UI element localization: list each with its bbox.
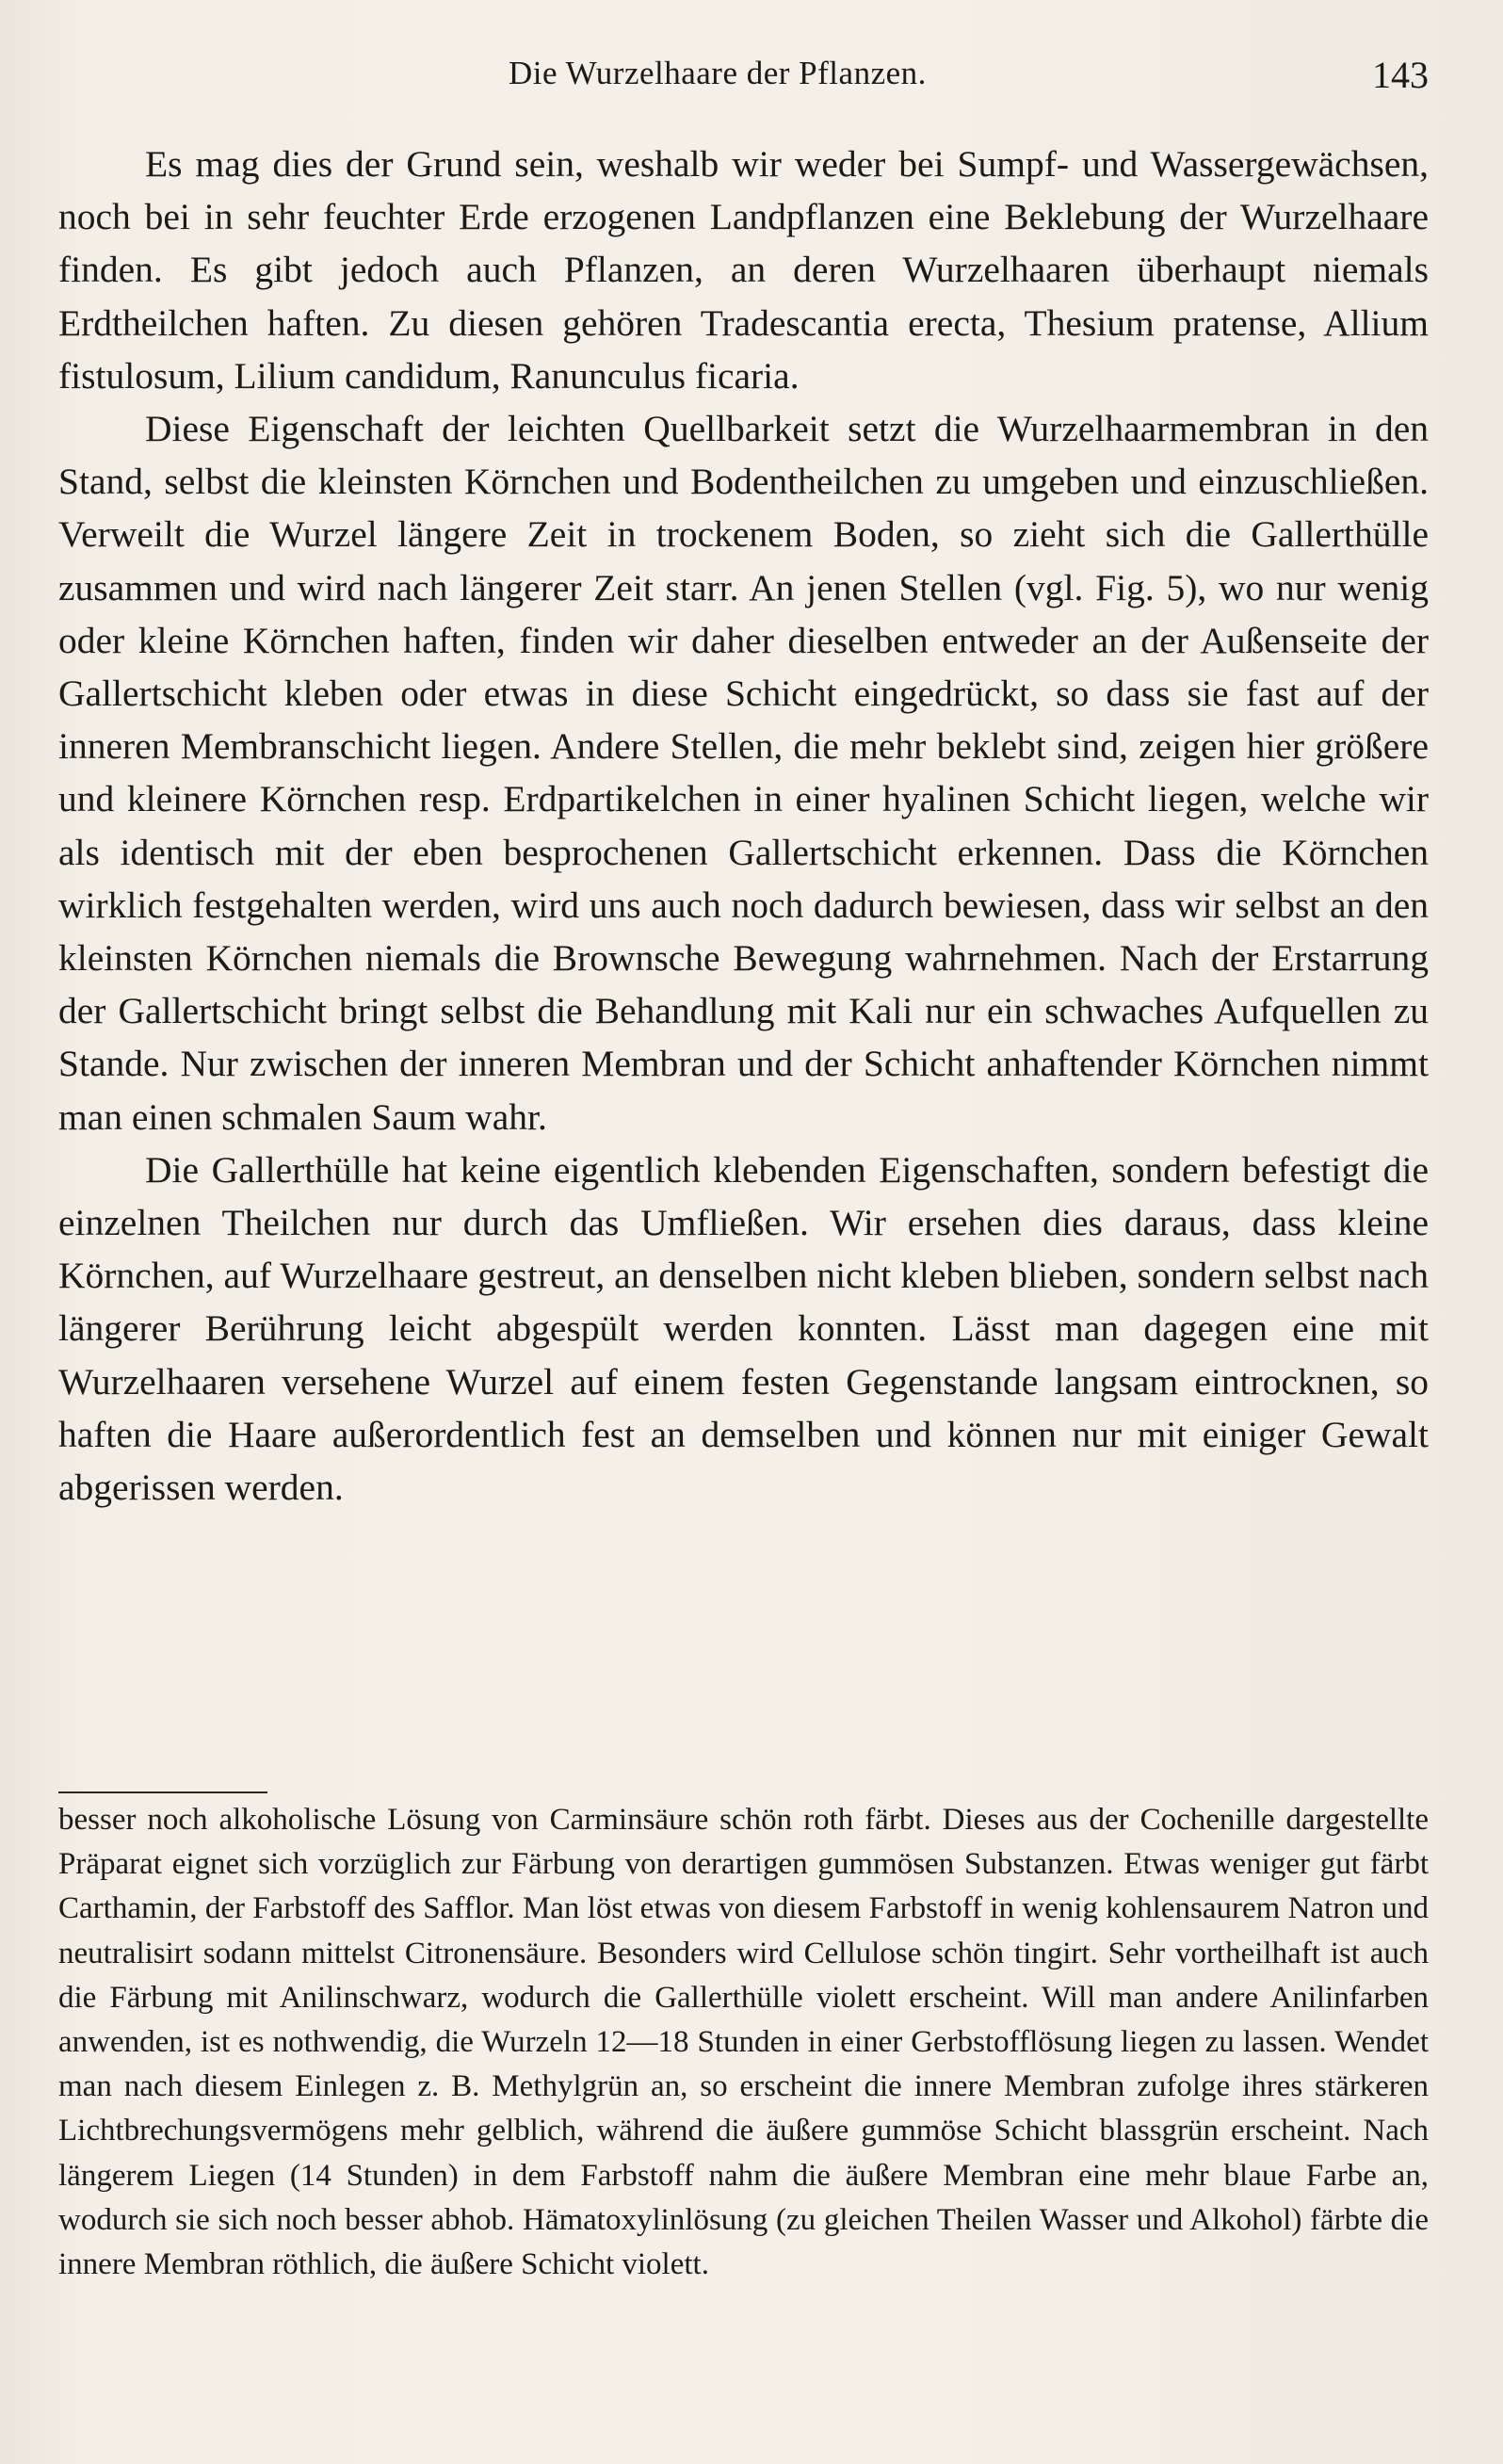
main-text	[58, 138, 1429, 1514]
footnote-text: besser noch alkoholische Lösung von Carminsäure schön roth färbt. Dieses aus der Cochenille dargestellte Präparat eignet sich vorzüglich zur Färbung von derartigen gummösen Substanzen. Etwas weniger gut färbt Carthamin, der Farbstoff des Safflor. Man löst etwas von diesem Farbstoff in wenig kohlensaurem Natron und neutralisirt sodann mittelst Citronensäure. Besonders wird Cellulose schön tingirt. Sehr vortheilhaft ist auch die Färbung mit Anilinschwarz, wodurch die Gallerthülle violett erscheint. Will man andere Anilinfarben anwenden, ist es nothwendig, die Wurzeln 12—18 Stunden in einer Gerbstofflösung liegen zu lassen. Wendet man nach diesem Einlegen z. B. Methylgrün an, so erscheint die innere Membran zufolge ihres stärkeren Lichtbrechungsvermögens mehr gelblich, während die äußere gummöse Schicht blassgrün erscheint. Nach längerem Liegen (14 Stunden) in dem Farbstoff nahm die äußere Membran eine mehr blaue Farbe an, wodurch sie sich noch besser abhob. Hämatoxylinlösung (zu gleichen Theilen Wasser und Alkohol) färbte die innere Membran röthlich, die äußere Schicht violett.	[58, 1803, 1429, 2282]
page-number: 143	[1372, 54, 1429, 96]
footnote	[58, 1798, 1429, 2287]
paragraph: Die Gallerthülle hat keine eigentlich klebenden Eigenschaften, sondern befestigt die einzelnen Theilchen nur durch das Umfließen. Wir ersehen dies daraus, dass kleine Körnchen, auf Wurzelhaare gestreut, an denselben nicht kleben blieben, sondern selbst nach längerer Berührung leicht abgespült werden konnten. Lässt man dagegen eine mit Wurzelhaaren versehene Wurzel auf einem festen Gegenstande langsam eintrocknen, so haften die Haare außerordentlich fest an demselben und können nur mit einiger Gewalt abgerissen werden.	[58, 1148, 1429, 1509]
running-title: Die Wurzelhaare der Pflanzen.	[509, 55, 927, 91]
footnote-separator	[58, 1791, 267, 1793]
paragraph: Es mag dies der Grund sein, weshalb wir weder bei Sumpf- und Wassergewächsen, noch bei in sehr feuchter Erde erzogenen Landpflanzen eine Beklebung der Wurzelhaare finden. Es gibt jedoch auch Pflanzen, an deren Wurzelhaaren überhaupt niemals Erdtheilchen haften. Zu diesen gehören Tradescantia erecta, Thesium pratense, Allium fistulosum, Lilium candidum, Ranunculus ficaria.	[58, 143, 1429, 397]
page-header	[58, 55, 1429, 111]
paragraph: Diese Eigenschaft der leichten Quellbarkeit setzt die Wurzelhaarmembran in den Stand, selbst die kleinsten Körnchen und Bodentheilchen zu umgeben und einzuschließen. Verweilt die Wurzel längere Zeit in trockenem Boden, so zieht sich die Gallerthülle zusammen und wird nach längerer Zeit starr. An jenen Stellen (vgl. Fig. 5), wo nur wenig oder kleine Körnchen haften, finden wir daher dieselben entweder an der Außenseite der Gallertschicht kleben oder etwas in diese Schicht eingedrückt, so dass sie fast auf der inneren Membranschicht liegen. Andere Stellen, die mehr beklebt sind, zeigen hier größere und kleinere Körnchen resp. Erdpartikelchen in einer hyalinen Schicht liegen, welche wir als identisch mit der eben besprochenen Gallertschicht erkennen. Dass die Körnchen wirklich festgehalten werden, wird uns auch noch dadurch bewiesen, dass wir selbst an den kleinsten Körnchen niemals die Brownsche Bewegung wahrnehmen. Nach der Erstarrung der Gallertschicht bringt selbst die Behandlung mit Kali nur ein schwaches Aufquellen zu Stande. Nur zwischen der inneren Membran und der Schicht anhaftender Körnchen nimmt man einen schmalen Saum wahr.	[58, 408, 1429, 1138]
